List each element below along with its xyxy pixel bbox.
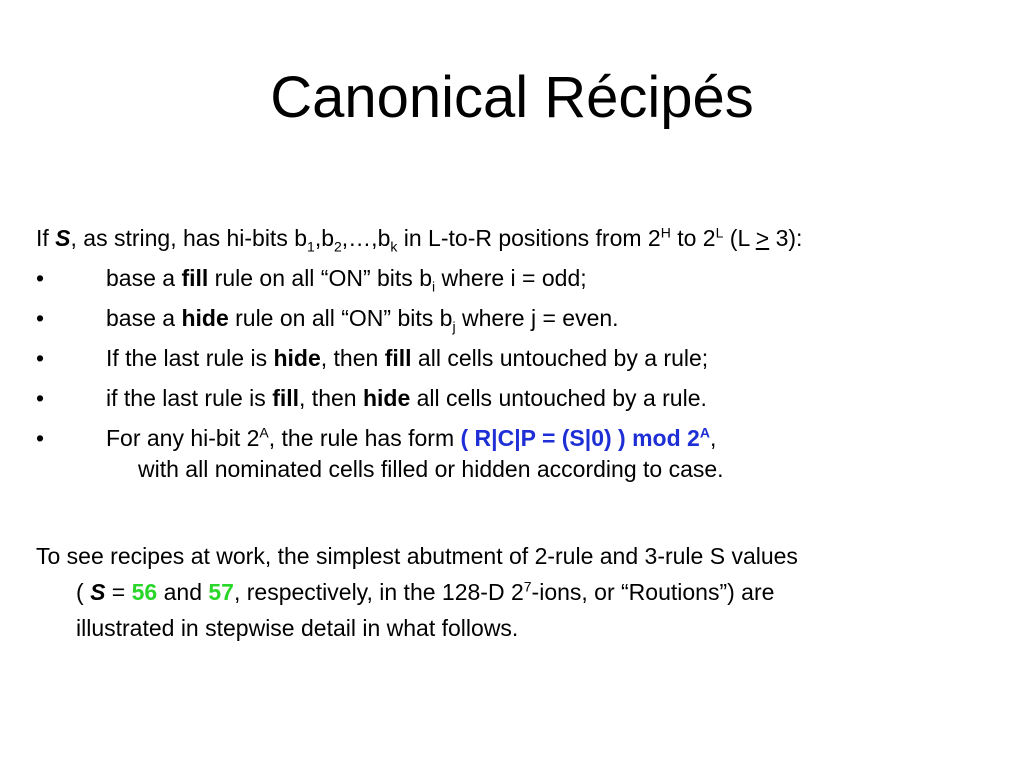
bullet-text: , then bbox=[320, 345, 385, 371]
closing-text: ( bbox=[76, 579, 91, 605]
bullet-text: rule on all “ON” bits b bbox=[228, 305, 453, 331]
bullet-marker: • bbox=[36, 425, 45, 451]
subscript: i bbox=[432, 278, 436, 295]
keyword: fill bbox=[384, 345, 412, 371]
bullet-text: base a bbox=[106, 265, 182, 291]
keyword: hide bbox=[181, 305, 229, 331]
subscript: 2 bbox=[334, 238, 342, 255]
keyword: fill bbox=[181, 265, 209, 291]
bullet-item bbox=[36, 298, 1006, 338]
value-57: 57 bbox=[208, 579, 234, 605]
closing-text: and bbox=[157, 579, 209, 605]
intro-text: to 2 bbox=[670, 225, 716, 251]
superscript: 7 bbox=[523, 578, 532, 595]
superscript: A bbox=[259, 424, 269, 441]
formula-text: ( R|C|P = (S|0) ) mod 2 bbox=[460, 425, 700, 451]
bullet-marker: • bbox=[36, 305, 45, 331]
keyword: hide bbox=[273, 345, 321, 371]
bullet-marker: • bbox=[36, 265, 45, 291]
bullet-text: if the last rule is bbox=[106, 385, 273, 411]
intro-text: , as string, has hi-bits b bbox=[70, 225, 308, 251]
bullet-text: rule on all “ON” bits b bbox=[208, 265, 432, 291]
bullet-text: For any hi-bit 2 bbox=[106, 425, 260, 451]
bullet-text: all cells untouched by a rule. bbox=[410, 385, 707, 411]
value-56: 56 bbox=[131, 579, 158, 605]
closing-text: -ions, or “Routions”) are bbox=[531, 579, 775, 605]
formula bbox=[461, 425, 710, 451]
keyword: fill bbox=[272, 385, 300, 411]
intro-text: If bbox=[36, 225, 56, 251]
intro-text: (L bbox=[723, 225, 756, 251]
bullet-text: , then bbox=[299, 385, 363, 411]
slide-title: Canonical Récipés bbox=[270, 65, 754, 130]
intro-text: ,…,b bbox=[341, 225, 391, 251]
intro-text: ,b bbox=[314, 225, 334, 251]
bullet-item bbox=[36, 378, 1006, 418]
superscript: A bbox=[699, 424, 710, 441]
closing-line: To see recipes at work, the simplest abutment of 2-rule and 3-rule S values bbox=[36, 543, 798, 569]
bullet-marker: • bbox=[36, 345, 45, 371]
closing-line: illustrated in stepwise detail in what follows. bbox=[76, 615, 519, 641]
superscript: L bbox=[715, 224, 724, 241]
intro-text: in L-to-R positions from 2 bbox=[397, 225, 661, 251]
subscript: 1 bbox=[307, 238, 315, 255]
closing-text: , respectively, in the 128-D 2 bbox=[233, 579, 524, 605]
s-variable: S bbox=[55, 225, 71, 251]
intro-line bbox=[36, 218, 1006, 258]
bullet-text: where j = even. bbox=[455, 305, 619, 331]
bullet-text: , bbox=[709, 425, 717, 451]
bullet-item bbox=[36, 338, 1006, 378]
subscript: j bbox=[452, 318, 456, 335]
ge-symbol: > bbox=[755, 225, 770, 251]
rules-block bbox=[36, 218, 1006, 486]
closing-line bbox=[36, 574, 1006, 610]
superscript: H bbox=[660, 224, 671, 241]
closing-text: = bbox=[105, 579, 132, 605]
bullet-text: If the last rule is bbox=[106, 345, 274, 371]
bullet-continuation: with all nominated cells filled or hidden according to case. bbox=[138, 456, 724, 482]
s-variable: S bbox=[90, 579, 106, 605]
bullet-text: , the rule has form bbox=[268, 425, 461, 451]
bullet-text: all cells untouched by a rule; bbox=[411, 345, 709, 371]
subscript: k bbox=[390, 238, 398, 255]
bullet-text: where i = odd; bbox=[435, 265, 587, 291]
bullet-item bbox=[36, 258, 1006, 298]
intro-text: 3): bbox=[769, 225, 803, 251]
keyword: hide bbox=[362, 385, 411, 411]
closing-paragraph bbox=[36, 538, 1006, 646]
bullet-text: base a bbox=[106, 305, 182, 331]
bullet-marker: • bbox=[36, 385, 45, 411]
